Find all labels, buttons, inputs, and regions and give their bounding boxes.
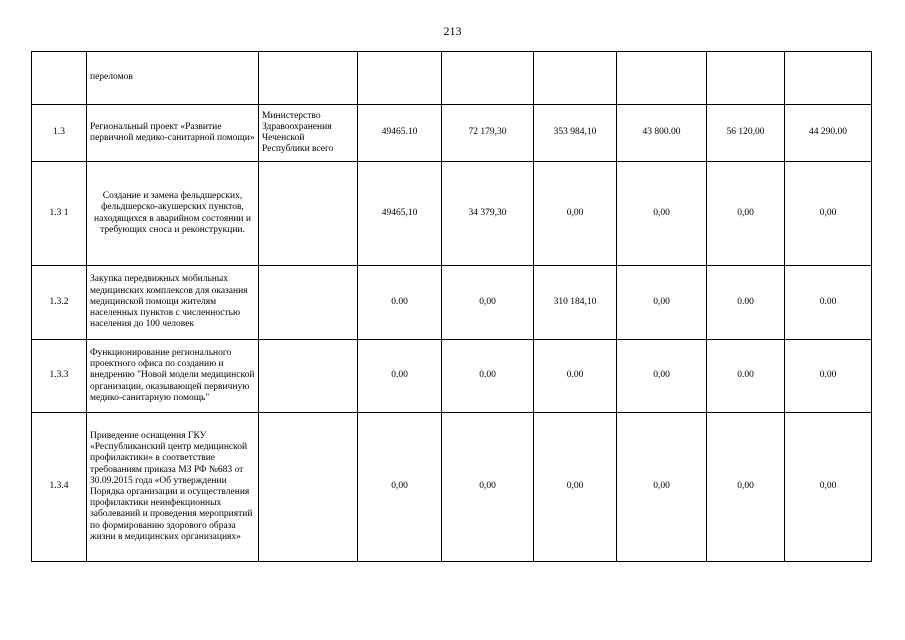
- executor-cell: [259, 52, 358, 105]
- executor-cell: [259, 266, 358, 340]
- page-number: 213: [443, 24, 462, 38]
- table-row: [32, 266, 872, 340]
- value-cell: 0.00: [358, 266, 442, 340]
- value-cell: 0,00: [617, 266, 707, 340]
- executor-cell: [259, 413, 358, 562]
- value-cell: 0,00: [785, 162, 872, 266]
- value-cell: 0,00: [707, 162, 785, 266]
- value-cell: 34 379,30: [442, 162, 534, 266]
- value-cell: [442, 52, 534, 105]
- activity-name-cell: Закупка передвижных мобильных медицинских комплексов для оказания медицинской помощи жителям населенных пунктов с численностью населения до 100 человек: [87, 266, 259, 340]
- value-cell: 0.00: [785, 340, 872, 413]
- activity-name-cell: Создание и замена фельдшерских, фельдшерско-акушерских пунктов, находящихся в аварийном состоянии и требующих сноса и реконструкции.: [87, 162, 259, 266]
- value-cell: 353 984,10: [534, 105, 617, 162]
- row-number-cell: [32, 52, 87, 105]
- value-cell: 0.00: [442, 340, 534, 413]
- value-cell: 56 120,00: [707, 105, 785, 162]
- value-cell: 0.00: [785, 266, 872, 340]
- table-row: [32, 52, 872, 105]
- table-row: [32, 340, 872, 413]
- value-cell: 0,00: [617, 162, 707, 266]
- value-cell: 0,00: [534, 162, 617, 266]
- value-cell: 0.00: [707, 340, 785, 413]
- value-cell: [617, 52, 707, 105]
- activity-name-cell: Функционирование регионального проектного офиса по созданию и внедрению "Новой модели медицинской организации, оказывающей первичную медико-санитарную помощь": [87, 340, 259, 413]
- value-cell: 0.00: [534, 340, 617, 413]
- value-cell: [785, 52, 872, 105]
- value-cell: 0,00: [785, 413, 872, 562]
- value-cell: 0,00: [534, 413, 617, 562]
- value-cell: 0,00: [358, 413, 442, 562]
- row-number-cell: 1.3.3: [32, 340, 87, 413]
- table-row: [32, 105, 872, 162]
- row-number-cell: 1.3: [32, 105, 87, 162]
- activity-name-cell: переломов: [87, 52, 259, 105]
- executor-cell: Министерство Здравоохранения Чеченской Республики всего: [259, 105, 358, 162]
- row-number-cell: 1.3.2: [32, 266, 87, 340]
- value-cell: 0,00: [442, 266, 534, 340]
- activity-name-cell: Приведение оснащения ГКУ «Республиканский центр медицинской профилактики» в соответствие требованиям приказа МЗ РФ №683 от 30.09.2015 года «Об утверждении Порядка организации и осуществления профилактики неинфекционных заболеваний и проведения мероприятий по формированию здорового образа жизни в медицинских организациях»: [87, 413, 259, 562]
- value-cell: 0,00: [707, 413, 785, 562]
- value-cell: 72 179,30: [442, 105, 534, 162]
- value-cell: [358, 52, 442, 105]
- value-cell: 0,00: [442, 413, 534, 562]
- table-row: [32, 162, 872, 266]
- activity-name-cell: Региональный проект «Развитие первичной медико-санитарной помощи»: [87, 105, 259, 162]
- executor-cell: [259, 162, 358, 266]
- value-cell: 0.00: [358, 340, 442, 413]
- value-cell: 44 290.00: [785, 105, 872, 162]
- value-cell: 0,00: [617, 340, 707, 413]
- budget-table: [31, 51, 872, 562]
- value-cell: 49465,10: [358, 162, 442, 266]
- row-number-cell: 1.3.4: [32, 413, 87, 562]
- value-cell: 43 800.00: [617, 105, 707, 162]
- value-cell: [534, 52, 617, 105]
- executor-cell: [259, 340, 358, 413]
- value-cell: [707, 52, 785, 105]
- table-row: [32, 413, 872, 562]
- value-cell: 310 184,10: [534, 266, 617, 340]
- value-cell: 49465.10: [358, 105, 442, 162]
- row-number-cell: 1.3 1: [32, 162, 87, 266]
- value-cell: 0,00: [617, 413, 707, 562]
- value-cell: 0.00: [707, 266, 785, 340]
